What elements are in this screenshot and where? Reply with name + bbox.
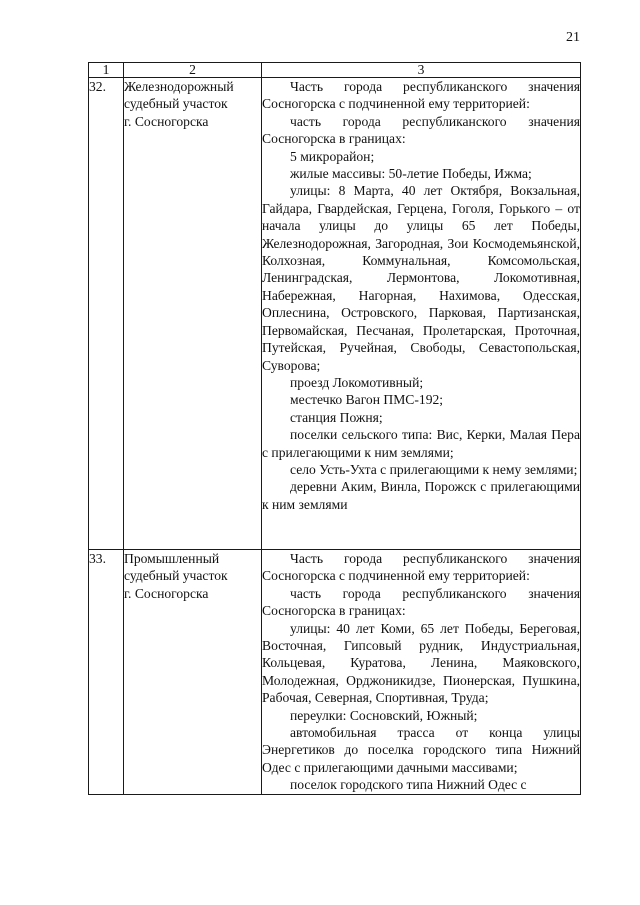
- description-paragraph: село Усть-Ухта с прилегающими к нему землями;: [290, 461, 578, 477]
- column-header: 2: [124, 63, 262, 78]
- description-paragraph: деревни Аким, Винла, Порожск с прилегающими к ним землями: [262, 479, 580, 512]
- name-line: Промышленный: [124, 551, 220, 566]
- name-line: судебный участок: [124, 568, 228, 584]
- territory-description: [262, 550, 581, 795]
- name-line: г. Сосногорска: [124, 113, 209, 129]
- description-paragraph: улицы: 8 Марта, 40 лет Октября, Вокзальная, Гайдара, Гвардейская, Герцена, Гоголя, Горького – от начала улицы до улицы 65 лет Победы, Железнодорожная, Загородная, Зои Космодемьянской, Колхозная, Коммунальная, Комсомольская, Ленинградская, Лермонтова, Локомотивная, Набережная, Нагорная, Нахимова, Одесская, Оплеснина, Островского, Парковая, Партизанская, Первомайская, Песчаная, Пролетарская, Проточная, Путейская, Ручейная, Свободы, Севастопольская, Суворова;: [262, 183, 580, 373]
- territory-description: [262, 78, 581, 550]
- column-header: 1: [89, 63, 124, 78]
- description-paragraph: 5 микрорайон;: [290, 148, 375, 164]
- description-paragraph: станция Пожня;: [290, 409, 383, 425]
- row-number: 32.: [89, 78, 124, 550]
- description-paragraph: Часть города республиканского значения Сосногорска с подчиненной ему территорией:: [262, 79, 580, 112]
- court-district-name: [124, 550, 262, 795]
- description-paragraph: местечко Вагон ПМС-192;: [290, 392, 444, 408]
- description-paragraph: поселок городского типа Нижний Одес с: [290, 777, 527, 793]
- column-header: 3: [262, 63, 581, 78]
- description-paragraph: часть города республиканского значения Сосногорска в границах:: [262, 585, 580, 619]
- table-row: [89, 550, 581, 795]
- table-header-row: [89, 63, 581, 78]
- description-paragraph: переулки: Сосновский, Южный;: [290, 707, 478, 723]
- territory-table: [88, 62, 581, 795]
- table-row: [89, 78, 581, 550]
- description-paragraph: часть города республиканского значения Сосногорска в границах:: [262, 113, 580, 147]
- page-number: 21: [566, 30, 580, 45]
- description-paragraph: Часть города республиканского значения Сосногорска с подчиненной ему территорией:: [262, 551, 580, 584]
- description-paragraph: поселки сельского типа: Вис, Керки, Малая Пера с прилегающими к ним землями;: [262, 427, 580, 460]
- description-paragraph: автомобильная трасса от конца улицы Энергетиков до поселка городского типа Нижний Одес с прилегающими дачными массивами;: [262, 725, 580, 775]
- court-district-name: [124, 78, 262, 550]
- name-line: г. Сосногорска: [124, 585, 209, 601]
- description-paragraph: проезд Локомотивный;: [290, 374, 424, 390]
- description-paragraph: улицы: 40 лет Коми, 65 лет Победы, Береговая, Восточная, Гипсовый рудник, Индустриальная, Кольцевая, Куратова, Ленина, Маяковского, Молодежная, Орджоникидзе, Пионерская, Пушкина, Рабочая, Северная, Спортивная, Труда;: [262, 620, 580, 706]
- row-number: 33.: [89, 550, 124, 795]
- name-line: Железнодорожный: [124, 79, 234, 94]
- description-paragraph: жилые массивы: 50-летие Победы, Ижма;: [290, 166, 532, 182]
- name-line: судебный участок: [124, 96, 228, 112]
